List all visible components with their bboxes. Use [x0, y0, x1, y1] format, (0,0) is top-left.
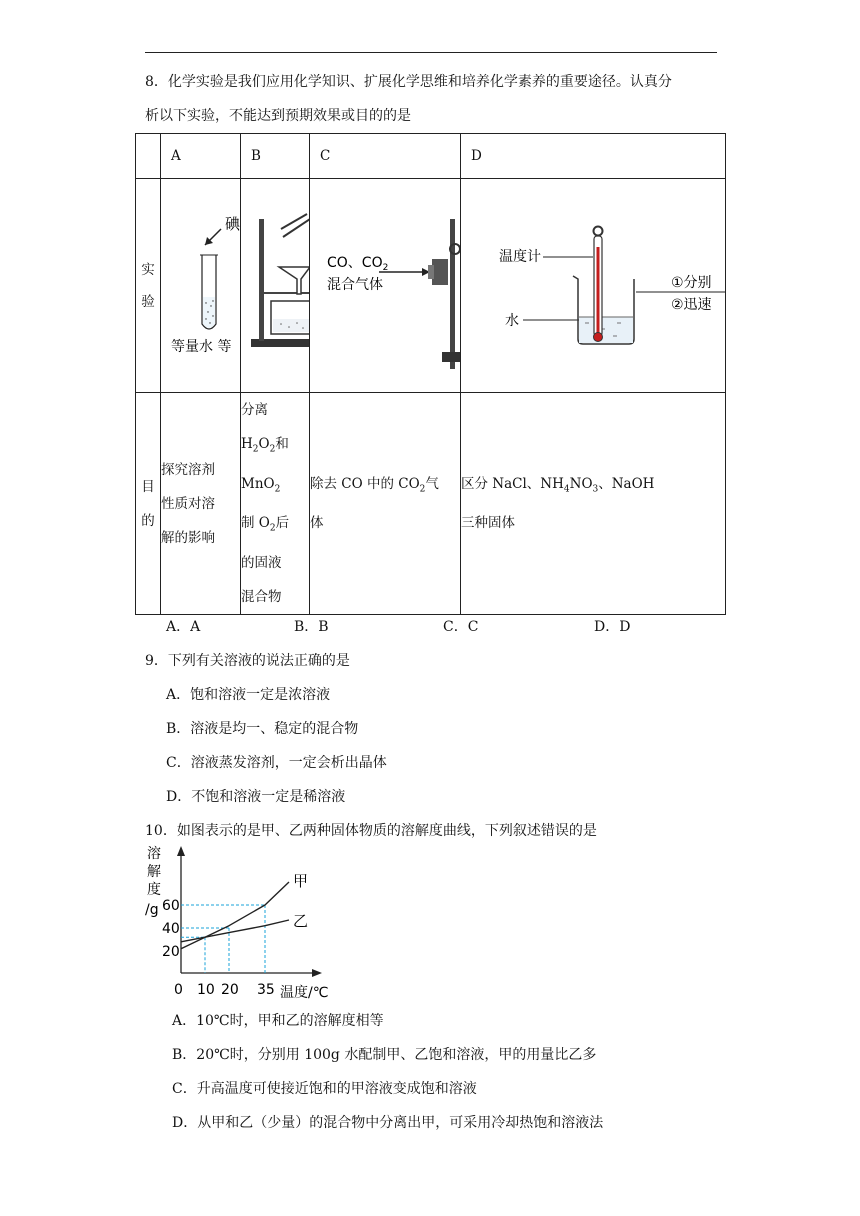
figure-d-note-2: ②迅速	[671, 297, 712, 313]
chart-xlabel: 温度/℃	[280, 985, 329, 1001]
figure-a-test-tube	[161, 179, 240, 392]
q9-stem: 9．下列有关溶液的说法正确的是	[145, 653, 350, 669]
figure-d-thermometer-beaker	[461, 179, 725, 392]
purpose-b: 分离 $H_2O_2$和 MnO$_2$ 制 $O_2$后 的固液 混合物	[241, 393, 310, 615]
chart-ytick-60: 60	[162, 898, 180, 914]
col-header-b: B	[241, 134, 310, 179]
q8-option-d[interactable]: D．D	[594, 619, 631, 635]
row-label-experiment: 实 验	[136, 179, 161, 393]
purpose-c: 除去 CO 中的 $CO_2$气 体	[310, 393, 461, 615]
q9-option-c[interactable]: C．溶液蒸发溶剂，一定会析出晶体	[166, 755, 387, 771]
figure-d-thermometer-label: 温度计	[499, 249, 541, 265]
chart-x-axis-arrow	[312, 969, 322, 977]
figure-d-note-1: ①分别	[671, 275, 712, 291]
q10-option-c[interactable]: C．升高温度可使接近饱和的甲溶液变成饱和溶液	[172, 1081, 477, 1097]
figure-c-cell	[310, 179, 461, 393]
chart-series-line-1	[181, 920, 289, 942]
q8-option-a[interactable]: A．A	[166, 619, 201, 635]
figure-a-cell	[161, 179, 241, 393]
chart-xtick-20: 20	[221, 982, 239, 998]
figure-b-filtration-apparatus	[241, 179, 309, 392]
figure-d-cell	[461, 179, 726, 393]
q10-option-b[interactable]: B．20℃时，分别用 100g 水配制甲、乙饱和溶液，甲的用量比乙多	[172, 1047, 597, 1063]
q8-option-b[interactable]: B．B	[294, 619, 329, 635]
figure-b-cell	[241, 179, 310, 393]
chart-series-label-0: 甲	[293, 872, 309, 890]
chart-ylabel: 溶 解 度 /g	[145, 846, 161, 918]
chart-xtick-10: 10	[197, 982, 215, 998]
row-label-purpose: 目 的	[136, 393, 161, 615]
q9-option-b[interactable]: B．溶液是均一、稳定的混合物	[166, 721, 359, 737]
q9-option-d[interactable]: D．不饱和溶液一定是稀溶液	[166, 789, 346, 805]
solubility-chart	[140, 842, 360, 1002]
col-header-a: A	[161, 134, 241, 179]
figure-c-gas-label: CO、$CO_2$	[327, 255, 389, 273]
q8-stem-line2: 析以下实验，不能达到预期效果或目的的是	[145, 108, 411, 124]
figure-a-iodine-label: 碘	[225, 215, 240, 233]
q9-option-a[interactable]: A．饱和溶液一定是浓溶液	[166, 687, 331, 703]
top-rule	[145, 52, 717, 53]
col-header-c: C	[310, 134, 461, 179]
chart-xtick-35: 35	[257, 982, 275, 998]
chart-ytick-40: 40	[162, 921, 180, 937]
q10-option-a[interactable]: A．10℃时，甲和乙的溶解度相等	[172, 1013, 384, 1029]
q10-stem: 10．如图表示的是甲、乙两种固体物质的溶解度曲线，下列叙述错误的是	[145, 823, 597, 839]
figure-c-gas-apparatus	[310, 179, 460, 392]
q8-experiment-table	[135, 133, 726, 615]
figure-d-water-label: 水	[505, 313, 519, 329]
figure-c-mixed-gas-label: 混合气体	[327, 277, 383, 293]
purpose-d: 区分 NaCl、$NH_4NO_3$、NaOH 三种固体	[461, 393, 726, 615]
chart-y-axis-arrow	[177, 846, 185, 856]
chart-xtick-0: 0	[174, 982, 183, 998]
chart-series-label-1: 乙	[293, 911, 309, 930]
purpose-a: 探究溶剂 性质对溶 解的影响	[161, 393, 241, 615]
table-corner-cell	[136, 134, 161, 179]
col-header-d: D	[461, 134, 726, 179]
figure-a-water-label: 等量水 等	[171, 339, 232, 355]
q8-option-c[interactable]: C．C	[443, 619, 479, 635]
q8-stem-line1: 8．化学实验是我们应用化学知识、扩展化学思维和培养化学素养的重要途径。认真分	[145, 74, 672, 90]
chart-ytick-20: 20	[162, 944, 180, 960]
q10-option-d[interactable]: D．从甲和乙（少量）的混合物中分离出甲，可采用冷却热饱和溶液法	[172, 1115, 604, 1131]
